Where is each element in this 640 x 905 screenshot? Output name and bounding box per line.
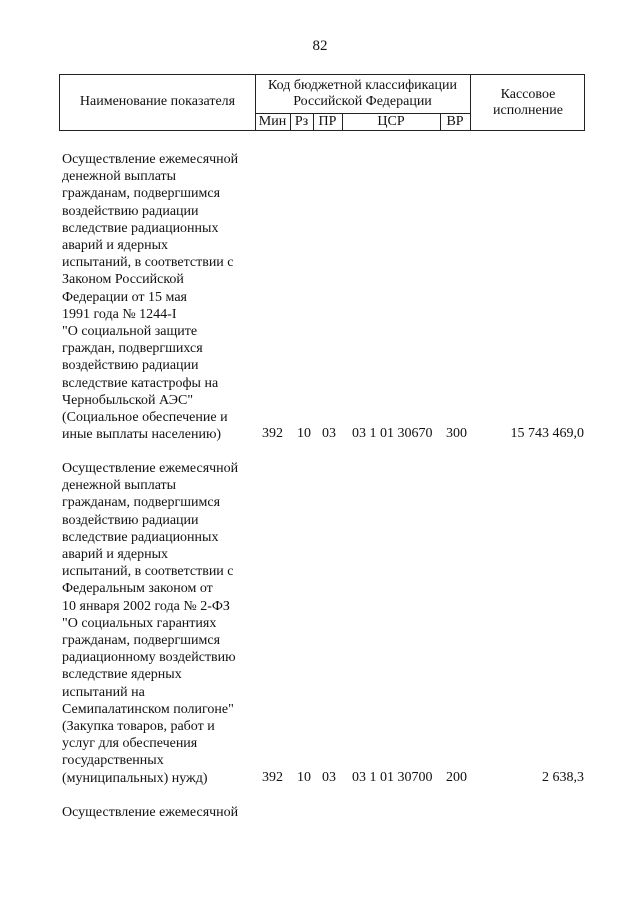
page-number: 82 xyxy=(312,38,328,54)
cell-min: 392 xyxy=(262,770,283,785)
row-label-line: (Закупка товаров, работ и xyxy=(62,719,215,735)
cell-rz: 10 xyxy=(297,426,311,441)
cell-pr: 03 xyxy=(322,770,336,785)
row-label-line: воздействию радиации xyxy=(62,358,199,374)
row-label-line: аварий и ядерных xyxy=(62,238,169,254)
row-label-line: "О социальных гарантиях xyxy=(62,615,217,631)
header-min: Мин xyxy=(258,114,287,129)
row-label-line: радиационному воздействию xyxy=(62,650,236,666)
row-label-line: гражданам, подвергшимся xyxy=(62,633,221,649)
row-label-line: аварий и ядерных xyxy=(62,547,169,563)
row-label-line: (Социальное обеспечение и xyxy=(62,410,228,426)
row-label-line: испытаний на xyxy=(62,684,145,700)
header-code-line2: Российской Федерации xyxy=(293,94,432,109)
row-label xyxy=(62,460,257,787)
row-label-line: вследствие катастрофы на xyxy=(62,375,219,391)
cell-vr: 200 xyxy=(446,770,467,785)
row-label-line: (муниципальных) нужд) xyxy=(62,770,208,786)
cell-pr: 03 xyxy=(322,426,336,441)
row-label-line: вследствие радиационных xyxy=(62,529,219,545)
header-rz: Рз xyxy=(294,114,309,129)
cell-min: 392 xyxy=(262,426,283,441)
header-execution-line1: Кассовое xyxy=(500,87,556,102)
row-label-line: 10 января 2002 года № 2-ФЗ xyxy=(62,598,230,614)
header-pr: ПР xyxy=(318,114,337,129)
row-label-line: воздействию радиации xyxy=(62,203,199,219)
cell-vr: 300 xyxy=(446,426,467,441)
row-label-line: государственных xyxy=(62,753,164,769)
row-label-line: вследствие ядерных xyxy=(62,667,182,683)
row-label-line: Осуществление ежемесячной xyxy=(62,152,239,167)
row-label-line: воздействию радиации xyxy=(62,512,199,528)
row-label-line: испытаний, в соответствии с xyxy=(62,564,234,580)
cell-amount: 15 743 469,0 xyxy=(510,426,584,441)
row-label-line: услуг для обеспечения xyxy=(62,736,198,752)
table-header xyxy=(59,74,585,131)
row-label-line: гражданам, подвергшимся xyxy=(62,186,221,202)
cell-csr: 03 1 01 30670 xyxy=(352,426,433,441)
row-label xyxy=(62,151,257,443)
row-label-line: иные выплаты населению) xyxy=(62,427,222,443)
row-label-line: Федерации от 15 мая xyxy=(62,289,187,305)
row-label-line: "О социальной защите xyxy=(62,324,198,340)
row-label-line: денежной выплаты xyxy=(62,478,177,494)
row-label-line: гражданам, подвергшимся xyxy=(62,495,221,511)
row-label xyxy=(62,804,257,821)
row-label-line: Федеральным законом от xyxy=(62,581,213,597)
header-execution-line2: исполнение xyxy=(493,103,563,118)
row-label-line: Чернобыльской АЭС" xyxy=(62,392,194,408)
row-label-line: испытаний, в соответствии с xyxy=(62,255,234,271)
row-label-line: Законом Российской xyxy=(62,272,184,288)
header-name-column: Наименование показателя xyxy=(79,94,236,109)
row-label-line: денежной выплаты xyxy=(62,169,177,185)
cell-rz: 10 xyxy=(297,770,311,785)
header-vr: ВР xyxy=(446,114,464,129)
row-label-line: Осуществление ежемесячной xyxy=(62,461,239,476)
row-label-line: вследствие радиационных xyxy=(62,220,219,236)
row-label-line: 1991 года № 1244-I xyxy=(62,306,177,322)
cell-csr: 03 1 01 30700 xyxy=(352,770,433,785)
header-csr: ЦСР xyxy=(377,114,405,129)
cell-amount: 2 638,3 xyxy=(542,770,584,785)
row-label-line: Семипалатинском полигоне" xyxy=(62,701,234,717)
row-label-line: граждан, подвергшихся xyxy=(62,341,203,357)
row-label-line: Осуществление ежемесячной xyxy=(62,805,239,820)
header-code-line1: Код бюджетной классификации xyxy=(268,78,457,93)
